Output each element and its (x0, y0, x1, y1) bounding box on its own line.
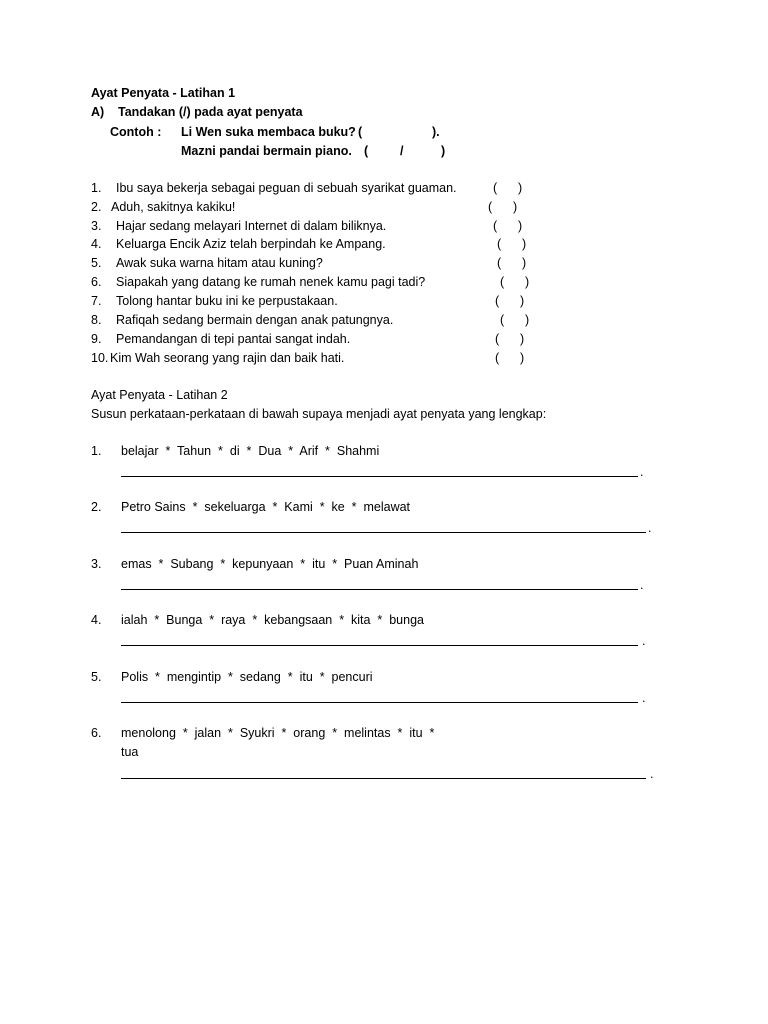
scrambled-words: Petro Sains * sekeluarga * Kami * ke * melawat (121, 500, 411, 514)
answer-line[interactable] (121, 532, 646, 533)
exercise1-item-text: Awak suka warna hitam atau kuning? (116, 256, 323, 270)
example2-open-paren: ( (364, 144, 369, 158)
answer-line-period: . (640, 578, 644, 592)
answer-parentheses[interactable]: ( ) (493, 219, 523, 233)
answer-line[interactable] (121, 778, 646, 779)
section2-instruction: Susun perkataan-perkataan di bawah supaya menjadi ayat penyata yang lengkap: (91, 407, 547, 421)
example2-mark: / (400, 144, 404, 158)
exercise1-item-number: 6. (91, 275, 102, 289)
exercise1-item-number: 1. (91, 181, 102, 195)
exercise1-item-number: 2. (91, 200, 102, 214)
exercise1-item-text: Keluarga Encik Aziz telah berpindah ke Ampang. (116, 237, 386, 251)
answer-parentheses[interactable]: ( ) (497, 237, 527, 251)
answer-line-period: . (642, 634, 646, 648)
exercise1-item-text: Siapakah yang datang ke rumah nenek kamu pagi tadi? (116, 275, 426, 289)
answer-line[interactable] (121, 702, 638, 703)
exercise1-item-number: 4. (91, 237, 102, 251)
exercise1-item-number: 3. (91, 219, 102, 233)
scrambled-words: ialah * Bunga * raya * kebangsaan * kita * bunga (121, 613, 424, 627)
answer-line-period: . (640, 465, 644, 479)
scrambled-words: emas * Subang * kepunyaan * itu * Puan Aminah (121, 557, 419, 571)
instruction-letter: A) (91, 105, 105, 119)
section1-title: Ayat Penyata - Latihan 1 (91, 86, 236, 100)
answer-line[interactable] (121, 476, 638, 477)
instruction-text: Tandakan (/) pada ayat penyata (118, 105, 303, 119)
exercise2-item-number: 1. (91, 444, 102, 458)
scrambled-words: Polis * mengintip * sedang * itu * pencuri (121, 670, 373, 684)
exercise2-item-number: 6. (91, 726, 102, 740)
answer-line-period: . (650, 767, 654, 781)
example1-text: Li Wen suka membaca buku? (181, 125, 356, 139)
answer-line-period: . (642, 691, 646, 705)
exercise1-item-number: 10. (91, 351, 109, 365)
exercise1-item-number: 7. (91, 294, 102, 308)
answer-line-period: . (648, 521, 652, 535)
example1-open-paren: ( (358, 125, 363, 139)
scrambled-words: belajar * Tahun * di * Dua * Arif * Shahmi (121, 444, 380, 458)
exercise2-item-number: 4. (91, 613, 102, 627)
example2-text: Mazni pandai bermain piano. (181, 144, 352, 158)
exercise1-item-text: Kim Wah seorang yang rajin dan baik hati. (110, 351, 345, 365)
scrambled-words-continued: tua (121, 745, 139, 759)
exercise2-item-number: 3. (91, 557, 102, 571)
answer-line[interactable] (121, 589, 638, 590)
exercise1-item-text: Ibu saya bekerja sebagai peguan di sebuah syarikat guaman. (116, 181, 457, 195)
example1-close-paren: ). (432, 125, 440, 139)
exercise1-item-text: Tolong hantar buku ini ke perpustakaan. (116, 294, 338, 308)
exercise1-item-text: Rafiqah sedang bermain dengan anak patungnya. (116, 313, 394, 327)
exercise1-item-text: Aduh, sakitnya kakiku! (111, 200, 236, 214)
scrambled-words: menolong * jalan * Syukri * orang * melintas * itu * (121, 726, 435, 740)
example-label: Contoh : (110, 125, 162, 139)
answer-parentheses[interactable]: ( ) (493, 181, 523, 195)
answer-parentheses[interactable]: ( ) (495, 294, 525, 308)
answer-parentheses[interactable]: ( ) (495, 332, 525, 346)
exercise2-item-number: 2. (91, 500, 102, 514)
exercise1-item-text: Pemandangan di tepi pantai sangat indah. (116, 332, 351, 346)
answer-parentheses[interactable]: ( ) (497, 256, 527, 270)
section2-title: Ayat Penyata - Latihan 2 (91, 388, 228, 402)
answer-parentheses[interactable]: ( ) (488, 200, 518, 214)
exercise1-item-text: Hajar sedang melayari Internet di dalam biliknya. (116, 219, 387, 233)
exercise1-item-number: 8. (91, 313, 102, 327)
answer-parentheses[interactable]: ( ) (500, 313, 530, 327)
example2-close-paren: ) (441, 144, 446, 158)
answer-parentheses[interactable]: ( ) (495, 351, 525, 365)
answer-parentheses[interactable]: ( ) (500, 275, 530, 289)
exercise1-item-number: 5. (91, 256, 102, 270)
exercise1-item-number: 9. (91, 332, 102, 346)
exercise2-item-number: 5. (91, 670, 102, 684)
answer-line[interactable] (121, 645, 638, 646)
